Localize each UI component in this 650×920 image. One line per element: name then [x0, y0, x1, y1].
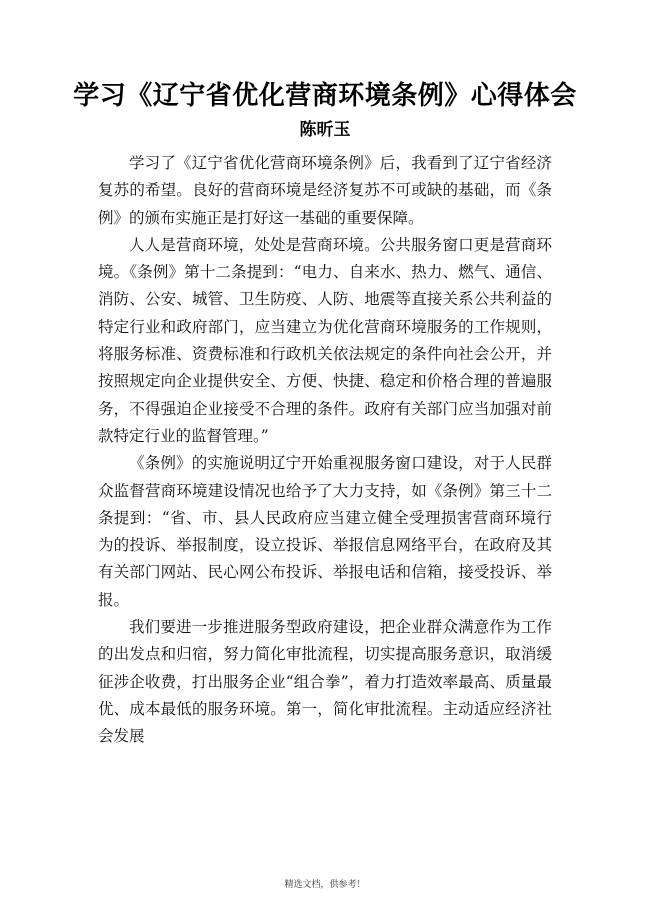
document-author: 陈昕玉: [299, 120, 351, 140]
page-footer: 精选文档，供参考！: [284, 880, 366, 890]
paragraph-4: 我们要进一步推进服务型政府建设，把企业群众满意作为工作的出发点和归宿，努力简化审批流程，切实提高服务意识，取消缓征涉企收费，打出服务企业“组合拳”，着力打造效率最高、质量最优、成本最低的服务环境。第一，简化审批流程。主动适应经济社会发展: [98, 618, 552, 746]
paragraph-1: 学习了《辽宁省优化营商环境条例》后，我看到了辽宁省经济复苏的希望。良好的营商环境是经济复苏不可或缺的基础，而《条例》的颁布实施正是打好这一基础的重要保障。: [98, 154, 552, 227]
paragraph-3: 《条例》的实施说明辽宁开始重视服务窗口建设，对于人民群众监督营商环境建设情况也给予了大力支持，如《条例》第三十二条提到：“省、市、县人民政府应当建立健全受理损害营商环境行为的投诉、举报制度，设立投诉、举报信息网络平台，在政府及其有关部门网站、民心网公布投诉、举报电话和信箱，接受投诉、举报。: [98, 454, 552, 609]
document-title: 学习《辽宁省优化营商环境条例》心得体会: [73, 81, 577, 111]
document-body: [98, 150, 552, 751]
paragraph-2: 人人是营商环境，处处是营商环境。公共服务窗口更是营商环境。《条例》第十二条提到：“电力、自来水、热力、燃气、通信、消防、公安、城管、卫生防疫、人防、地震等直接关系公共利益的特定行业和政府部门，应当建立为优化营商环境服务的工作规则，将服务标准、资费标准和行政机关依法规定的条件向社会公开，并按照规定向企业提供安全、方便、快捷、稳定和价格合理的普遍服务，不得强迫企业接受不合理的条件。政府有关部门应当加强对前款特定行业的监督管理。”: [98, 235, 552, 445]
